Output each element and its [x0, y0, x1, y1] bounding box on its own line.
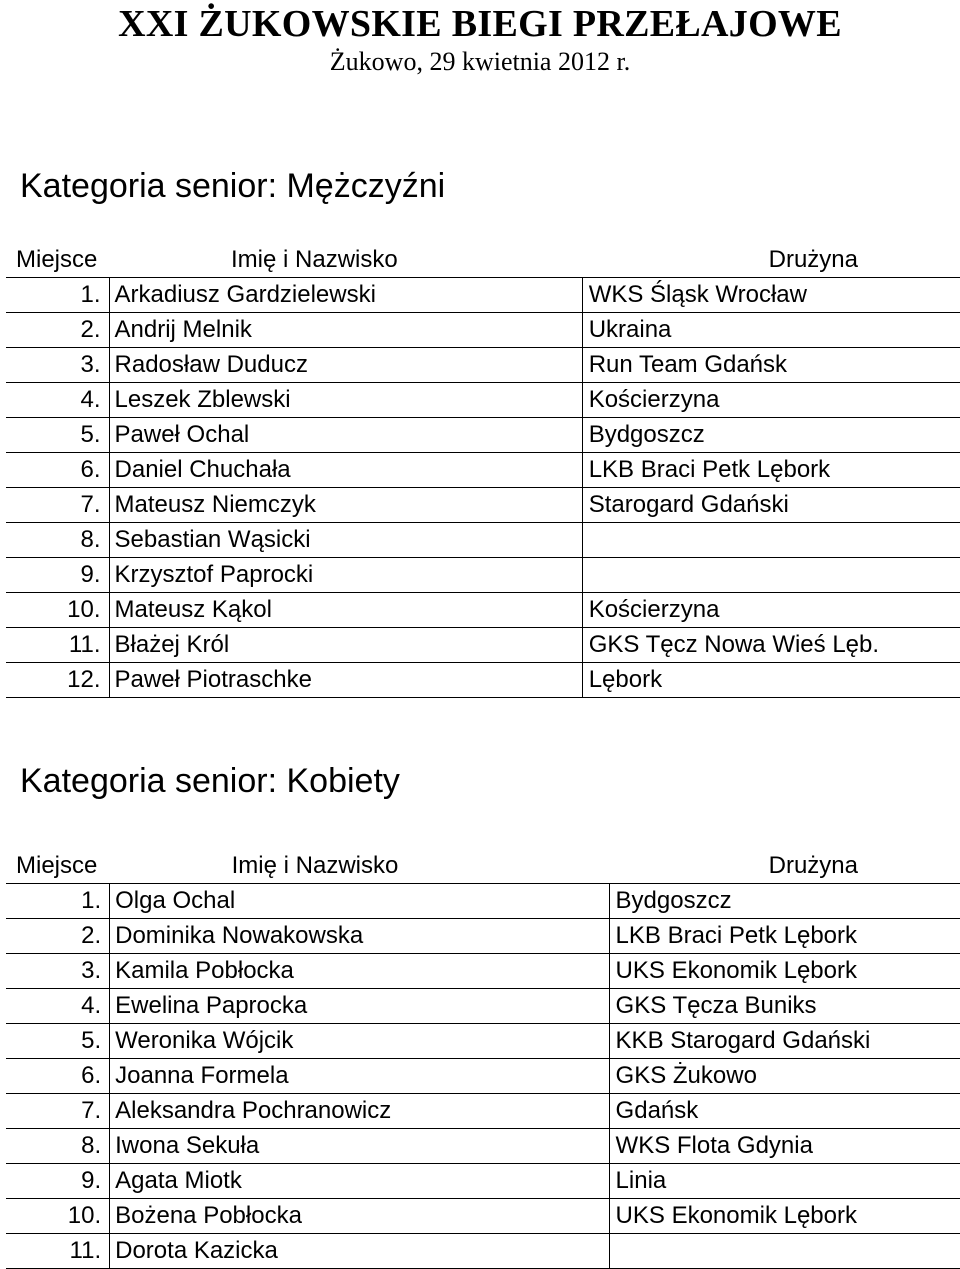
name-cell: Arkadiusz Gardzielewski	[109, 278, 582, 313]
place-cell: 8.	[6, 1129, 110, 1164]
team-cell: Run Team Gdańsk	[582, 348, 960, 383]
table-row	[6, 558, 960, 593]
name-cell: Joanna Formela	[110, 1059, 609, 1094]
place-cell: 11.	[6, 628, 109, 663]
name-cell: Paweł Ochal	[109, 418, 582, 453]
name-cell: Iwona Sekuła	[110, 1129, 609, 1164]
table-row	[6, 1234, 960, 1269]
place-cell: 9.	[6, 558, 109, 593]
table-row	[6, 418, 960, 453]
place-cell: 1.	[6, 278, 109, 313]
team-cell: GKS Tęcza Buniks	[609, 989, 960, 1024]
place-cell: 6.	[6, 1059, 110, 1094]
name-cell: Radosław Duducz	[109, 348, 582, 383]
place-cell: 11.	[6, 1234, 110, 1269]
men-category-heading: Kategoria senior: Mężczyźni	[20, 167, 446, 205]
team-cell: KKB Starogard Gdański	[609, 1024, 960, 1059]
table-row	[6, 628, 960, 663]
name-cell: Aleksandra Pochranowicz	[110, 1094, 609, 1129]
table-row	[6, 348, 960, 383]
place-cell: 10.	[6, 593, 109, 628]
table-row	[6, 593, 960, 628]
team-cell: Kościerzyna	[582, 593, 960, 628]
team-cell: WKS Śląsk Wrocław	[582, 278, 960, 313]
name-cell: Dominika Nowakowska	[110, 919, 609, 954]
table-row	[6, 1059, 960, 1094]
place-cell: 5.	[6, 1024, 110, 1059]
place-cell: 3.	[6, 348, 109, 383]
team-cell: Bydgoszcz	[609, 884, 960, 919]
women-category-heading: Kategoria senior: Kobiety	[20, 762, 400, 800]
team-cell: Bydgoszcz	[582, 418, 960, 453]
name-cell: Olga Ochal	[110, 884, 609, 919]
team-cell: Linia	[609, 1164, 960, 1199]
place-cell: 7.	[6, 488, 109, 523]
team-cell: Ukraina	[582, 313, 960, 348]
team-cell: Gdańsk	[609, 1094, 960, 1129]
name-cell: Paweł Piotraschke	[109, 663, 582, 698]
name-cell: Błażej Król	[109, 628, 582, 663]
team-cell: LKB Braci Petk Lębork	[609, 919, 960, 954]
name-cell: Weronika Wójcik	[110, 1024, 609, 1059]
table-row	[6, 1129, 960, 1164]
team-cell	[609, 1234, 960, 1269]
name-cell: Kamila Pobłocka	[110, 954, 609, 989]
name-cell: Bożena Pobłocka	[110, 1199, 609, 1234]
place-cell: 9.	[6, 1164, 110, 1199]
team-cell: LKB Braci Petk Lębork	[582, 453, 960, 488]
men-col-place: Miejsce	[16, 246, 98, 273]
men-results-table	[6, 243, 960, 698]
document-header	[0, 0, 960, 78]
team-cell: WKS Flota Gdynia	[609, 1129, 960, 1164]
place-cell: 12.	[6, 663, 109, 698]
name-cell: Andrij Melnik	[109, 313, 582, 348]
place-cell: 10.	[6, 1199, 110, 1234]
men-col-team: Drużyna	[768, 246, 858, 273]
place-cell: 8.	[6, 523, 109, 558]
name-cell: Leszek Zblewski	[109, 383, 582, 418]
document-title: XXI ŻUKOWSKIE BIEGI PRZEŁAJOWE	[118, 3, 842, 45]
women-col-team: Drużyna	[768, 852, 858, 879]
place-cell: 4.	[6, 989, 110, 1024]
table-row	[6, 383, 960, 418]
place-cell: 2.	[6, 919, 110, 954]
team-cell: Starogard Gdański	[582, 488, 960, 523]
table-row	[6, 1164, 960, 1199]
place-cell: 7.	[6, 1094, 110, 1129]
place-cell: 2.	[6, 313, 109, 348]
name-cell: Ewelina Paprocka	[110, 989, 609, 1024]
team-cell: GKS Żukowo	[609, 1059, 960, 1094]
table-row	[6, 453, 960, 488]
table-row	[6, 919, 960, 954]
team-cell	[582, 523, 960, 558]
table-row	[6, 954, 960, 989]
table-row	[6, 488, 960, 523]
name-cell: Agata Miotk	[110, 1164, 609, 1199]
table-row	[6, 1024, 960, 1059]
name-cell: Mateusz Niemczyk	[109, 488, 582, 523]
table-row	[6, 884, 960, 919]
table-row	[6, 989, 960, 1024]
team-cell: GKS Tęcz Nowa Wieś Lęb.	[582, 628, 960, 663]
men-col-name: Imię i Nazwisko	[231, 246, 398, 273]
document-subtitle: Żukowo, 29 kwietnia 2012 r.	[329, 47, 631, 76]
place-cell: 5.	[6, 418, 109, 453]
table-row	[6, 1199, 960, 1234]
women-results-table	[6, 849, 960, 1269]
place-cell: 6.	[6, 453, 109, 488]
women-col-place: Miejsce	[16, 852, 98, 879]
table-row	[6, 663, 960, 698]
men-header-row	[6, 243, 960, 278]
place-cell: 3.	[6, 954, 110, 989]
women-col-name: Imię i Nazwisko	[231, 852, 399, 879]
name-cell: Krzysztof Paprocki	[109, 558, 582, 593]
name-cell: Sebastian Wąsicki	[109, 523, 582, 558]
table-row	[6, 1094, 960, 1129]
team-cell	[582, 558, 960, 593]
women-header-row	[6, 849, 960, 884]
place-cell: 1.	[6, 884, 110, 919]
table-row	[6, 523, 960, 558]
name-cell: Mateusz Kąkol	[109, 593, 582, 628]
place-cell: 4.	[6, 383, 109, 418]
name-cell: Daniel Chuchała	[109, 453, 582, 488]
table-row	[6, 313, 960, 348]
name-cell: Dorota Kazicka	[110, 1234, 609, 1269]
team-cell: UKS Ekonomik Lębork	[609, 1199, 960, 1234]
team-cell: Kościerzyna	[582, 383, 960, 418]
team-cell: UKS Ekonomik Lębork	[609, 954, 960, 989]
team-cell: Lębork	[582, 663, 960, 698]
table-row	[6, 278, 960, 313]
